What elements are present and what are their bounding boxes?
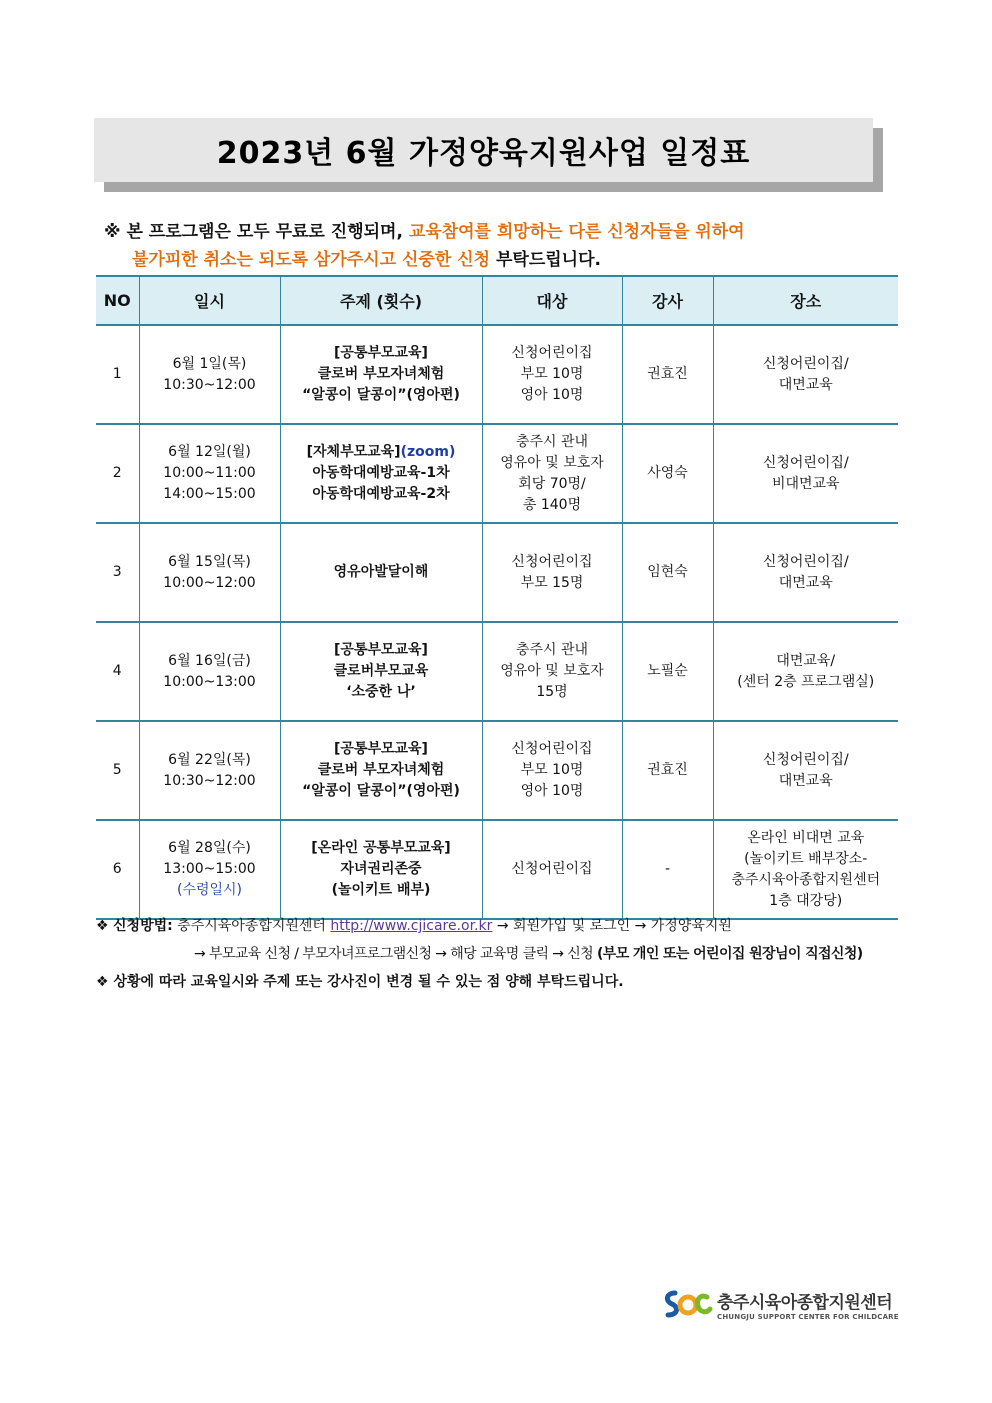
- place-line: 대면교육/: [776, 652, 836, 669]
- cell-place: [713, 523, 898, 622]
- apply-line-3: [96, 968, 863, 996]
- cell-no: 1: [96, 325, 139, 424]
- header-target: 대상: [482, 276, 622, 325]
- cell-date: [139, 325, 280, 424]
- cell-instructor: 노필순: [622, 622, 713, 721]
- zoom-label: (zoom): [400, 444, 456, 460]
- notice-line-2: [104, 246, 745, 274]
- target-line: 총 140명: [522, 496, 582, 513]
- diamond-bullet-icon: ❖: [96, 918, 109, 934]
- target-line: 신청어린이집: [511, 861, 593, 877]
- table-row: [96, 325, 898, 424]
- cell-no: 5: [96, 721, 139, 820]
- apply-step-2: → 부모교육 신청 / 부모자녀프로그램신청 → 해당 교육명 클릭 → 신청: [194, 946, 594, 962]
- target-line: 부모 10명: [520, 762, 584, 778]
- application-info: [96, 912, 863, 996]
- place-line: 대면교육: [778, 376, 833, 393]
- header-instructor: 강사: [622, 276, 713, 325]
- topic-line: (놀이키트 배부): [331, 882, 431, 898]
- apply-line-1: [96, 912, 863, 940]
- time-line: 10:00~11:00: [163, 465, 256, 481]
- date-line: 6월 22일(목): [168, 751, 251, 768]
- table-row: [96, 721, 898, 820]
- cell-topic: [280, 325, 482, 424]
- apply-line-2: [96, 940, 863, 968]
- date-line: 6월 28일(수): [168, 840, 251, 856]
- date-line: 6월 16일(금): [168, 652, 251, 669]
- cell-instructor: 권효진: [622, 721, 713, 820]
- notice-text-3: 불가피한 취소는 되도록 삼가주시고 신중한 신청: [132, 250, 491, 270]
- cell-date: [139, 622, 280, 721]
- cell-place: [713, 424, 898, 523]
- topic-line: “알콩이 달콩이”(영아편): [302, 783, 460, 799]
- diamond-bullet-icon: ❖: [96, 974, 109, 990]
- logo-name-en: CHUNGJU SUPPORT CENTER FOR CHILDCARE: [717, 1312, 899, 1321]
- target-line: 회당 70명/: [518, 475, 586, 492]
- cell-topic: [280, 622, 482, 721]
- place-line: 온라인 비대면 교육: [747, 829, 865, 846]
- topic-line: 아동학대예방교육-2차: [312, 486, 450, 502]
- topic-line: 자녀권리존중: [340, 861, 422, 877]
- topic-line: [282, 442, 481, 463]
- date-line: 6월 15일(목): [168, 553, 251, 570]
- cell-place: [713, 325, 898, 424]
- apply-label: 신청방법:: [113, 918, 173, 934]
- apply-step-1: → 회원가입 및 로그인 → 가정양육지원: [496, 918, 732, 934]
- cell-target: [482, 325, 622, 424]
- table-header-row: [96, 276, 898, 325]
- cell-no: 3: [96, 523, 139, 622]
- website-link[interactable]: http://www.cjicare.or.kr: [330, 918, 493, 934]
- place-line: 비대면교육: [771, 475, 840, 492]
- time-line: 14:00~15:00: [163, 486, 256, 502]
- header-place: 장소: [713, 276, 898, 325]
- target-line: 영아 10명: [520, 387, 584, 403]
- cell-topic: [280, 721, 482, 820]
- cell-instructor: 권효진: [622, 325, 713, 424]
- cell-topic: [280, 820, 482, 919]
- target-line: 영유아 및 보호자: [500, 454, 604, 471]
- target-line: 부모 15명: [520, 574, 584, 591]
- cell-instructor: 임현숙: [622, 523, 713, 622]
- cell-date: [139, 721, 280, 820]
- place-line: 대면교육: [778, 574, 833, 591]
- notice: [104, 218, 745, 274]
- place-line: 신청어린이집/: [762, 553, 849, 570]
- cell-place: [713, 622, 898, 721]
- cell-no: 6: [96, 820, 139, 919]
- target-line: 신청어린이집: [511, 741, 593, 757]
- target-line: 신청어린이집: [511, 553, 593, 570]
- center-logo-icon: [661, 1287, 713, 1321]
- date-line: 6월 12일(월): [168, 444, 251, 460]
- topic-line: 영유아발달이해: [333, 564, 429, 580]
- notice-text-2: 교육참여를 희망하는 다른 신청자들을 위하여: [408, 222, 745, 242]
- target-line: 영아 10명: [520, 783, 584, 799]
- time-line: 10:30~12:00: [163, 376, 256, 393]
- cell-date: [139, 424, 280, 523]
- place-line: 신청어린이집/: [762, 355, 849, 372]
- cell-target: [482, 721, 622, 820]
- notice-mark: ※: [104, 222, 121, 242]
- cell-instructor: -: [622, 820, 713, 919]
- cell-no: 2: [96, 424, 139, 523]
- schedule-table: [96, 275, 898, 920]
- target-line: 부모 10명: [520, 366, 584, 382]
- header-no: NO: [96, 276, 139, 325]
- cell-topic: [280, 523, 482, 622]
- cell-target: [482, 424, 622, 523]
- apply-step-2-note: (부모 개인 또는 어린이집 원장님이 직접신청): [596, 946, 863, 962]
- cell-topic: [280, 424, 482, 523]
- table-row: [96, 523, 898, 622]
- topic-line: [공통부모교육]: [334, 345, 428, 361]
- table-row: [96, 820, 898, 919]
- place-line: 대면교육: [778, 772, 833, 789]
- topic-line: [공통부모교육]: [334, 741, 428, 757]
- time-line: 10:00~12:00: [163, 574, 256, 591]
- cell-date: [139, 523, 280, 622]
- header-date: 일시: [139, 276, 280, 325]
- notice-text-4: 부탁드립니다.: [495, 250, 601, 270]
- target-line: 신청어린이집: [511, 345, 593, 361]
- date-line: 6월 1일(목): [172, 355, 247, 372]
- topic-line: 클로버 부모자녀체험: [317, 762, 445, 778]
- place-line: (센터 2층 프로그램실): [737, 673, 875, 690]
- place-line: 신청어린이집/: [762, 454, 849, 471]
- table-row: [96, 622, 898, 721]
- place-line: 신청어린이집/: [762, 751, 849, 768]
- cell-target: [482, 622, 622, 721]
- target-line: 영유아 및 보호자: [500, 663, 604, 679]
- cell-no: 4: [96, 622, 139, 721]
- page-title: 2023년 6월 가정양육지원사업 일정표: [94, 118, 873, 182]
- notice-text-1: 본 프로그램은 모두 무료로 진행되며,: [126, 222, 403, 242]
- cell-target: [482, 523, 622, 622]
- topic-head: [자체부모교육]: [306, 444, 401, 460]
- time-line: 10:30~12:00: [163, 772, 256, 789]
- change-notice: 상황에 따라 교육일시와 주제 또는 강사진이 변경 될 수 있는 점 양해 부탁드립니다.: [113, 974, 624, 990]
- cell-place: [713, 820, 898, 919]
- time-line: 10:00~13:00: [163, 673, 256, 690]
- topic-line: 아동학대예방교육-1차: [312, 465, 450, 481]
- topic-line: 클로버부모교육: [333, 663, 429, 679]
- place-line: (놀이키트 배부장소-: [744, 850, 868, 867]
- cell-place: [713, 721, 898, 820]
- center-logo: [661, 1287, 899, 1321]
- topic-line: “알콩이 달콩이”(영아편): [302, 387, 460, 403]
- place-line: 1층 대강당): [769, 892, 843, 909]
- notice-line-1: [104, 218, 745, 246]
- target-line: 15명: [536, 684, 568, 700]
- topic-line: [온라인 공통부모교육]: [311, 840, 451, 856]
- time-line: 13:00~15:00: [163, 861, 256, 877]
- date-note: (수령일시): [176, 882, 243, 898]
- cell-instructor: 사영숙: [622, 424, 713, 523]
- topic-line: 클로버 부모자녀체험: [317, 366, 445, 382]
- topic-line: ‘소중한 나’: [346, 684, 416, 700]
- apply-center: 충주시육아종합지원센터: [177, 918, 326, 934]
- place-line: 충주시육아종합지원센터: [731, 871, 881, 888]
- cell-target: [482, 820, 622, 919]
- target-line: 충주시 관내: [515, 642, 589, 658]
- header-topic: 주제 (횟수): [280, 276, 482, 325]
- topic-line: [공통부모교육]: [334, 642, 428, 658]
- cell-date: [139, 820, 280, 919]
- table-row: [96, 424, 898, 523]
- logo-name-kr: 충주시육아종합지원센터: [717, 1292, 893, 1313]
- target-line: 충주시 관내: [515, 433, 589, 450]
